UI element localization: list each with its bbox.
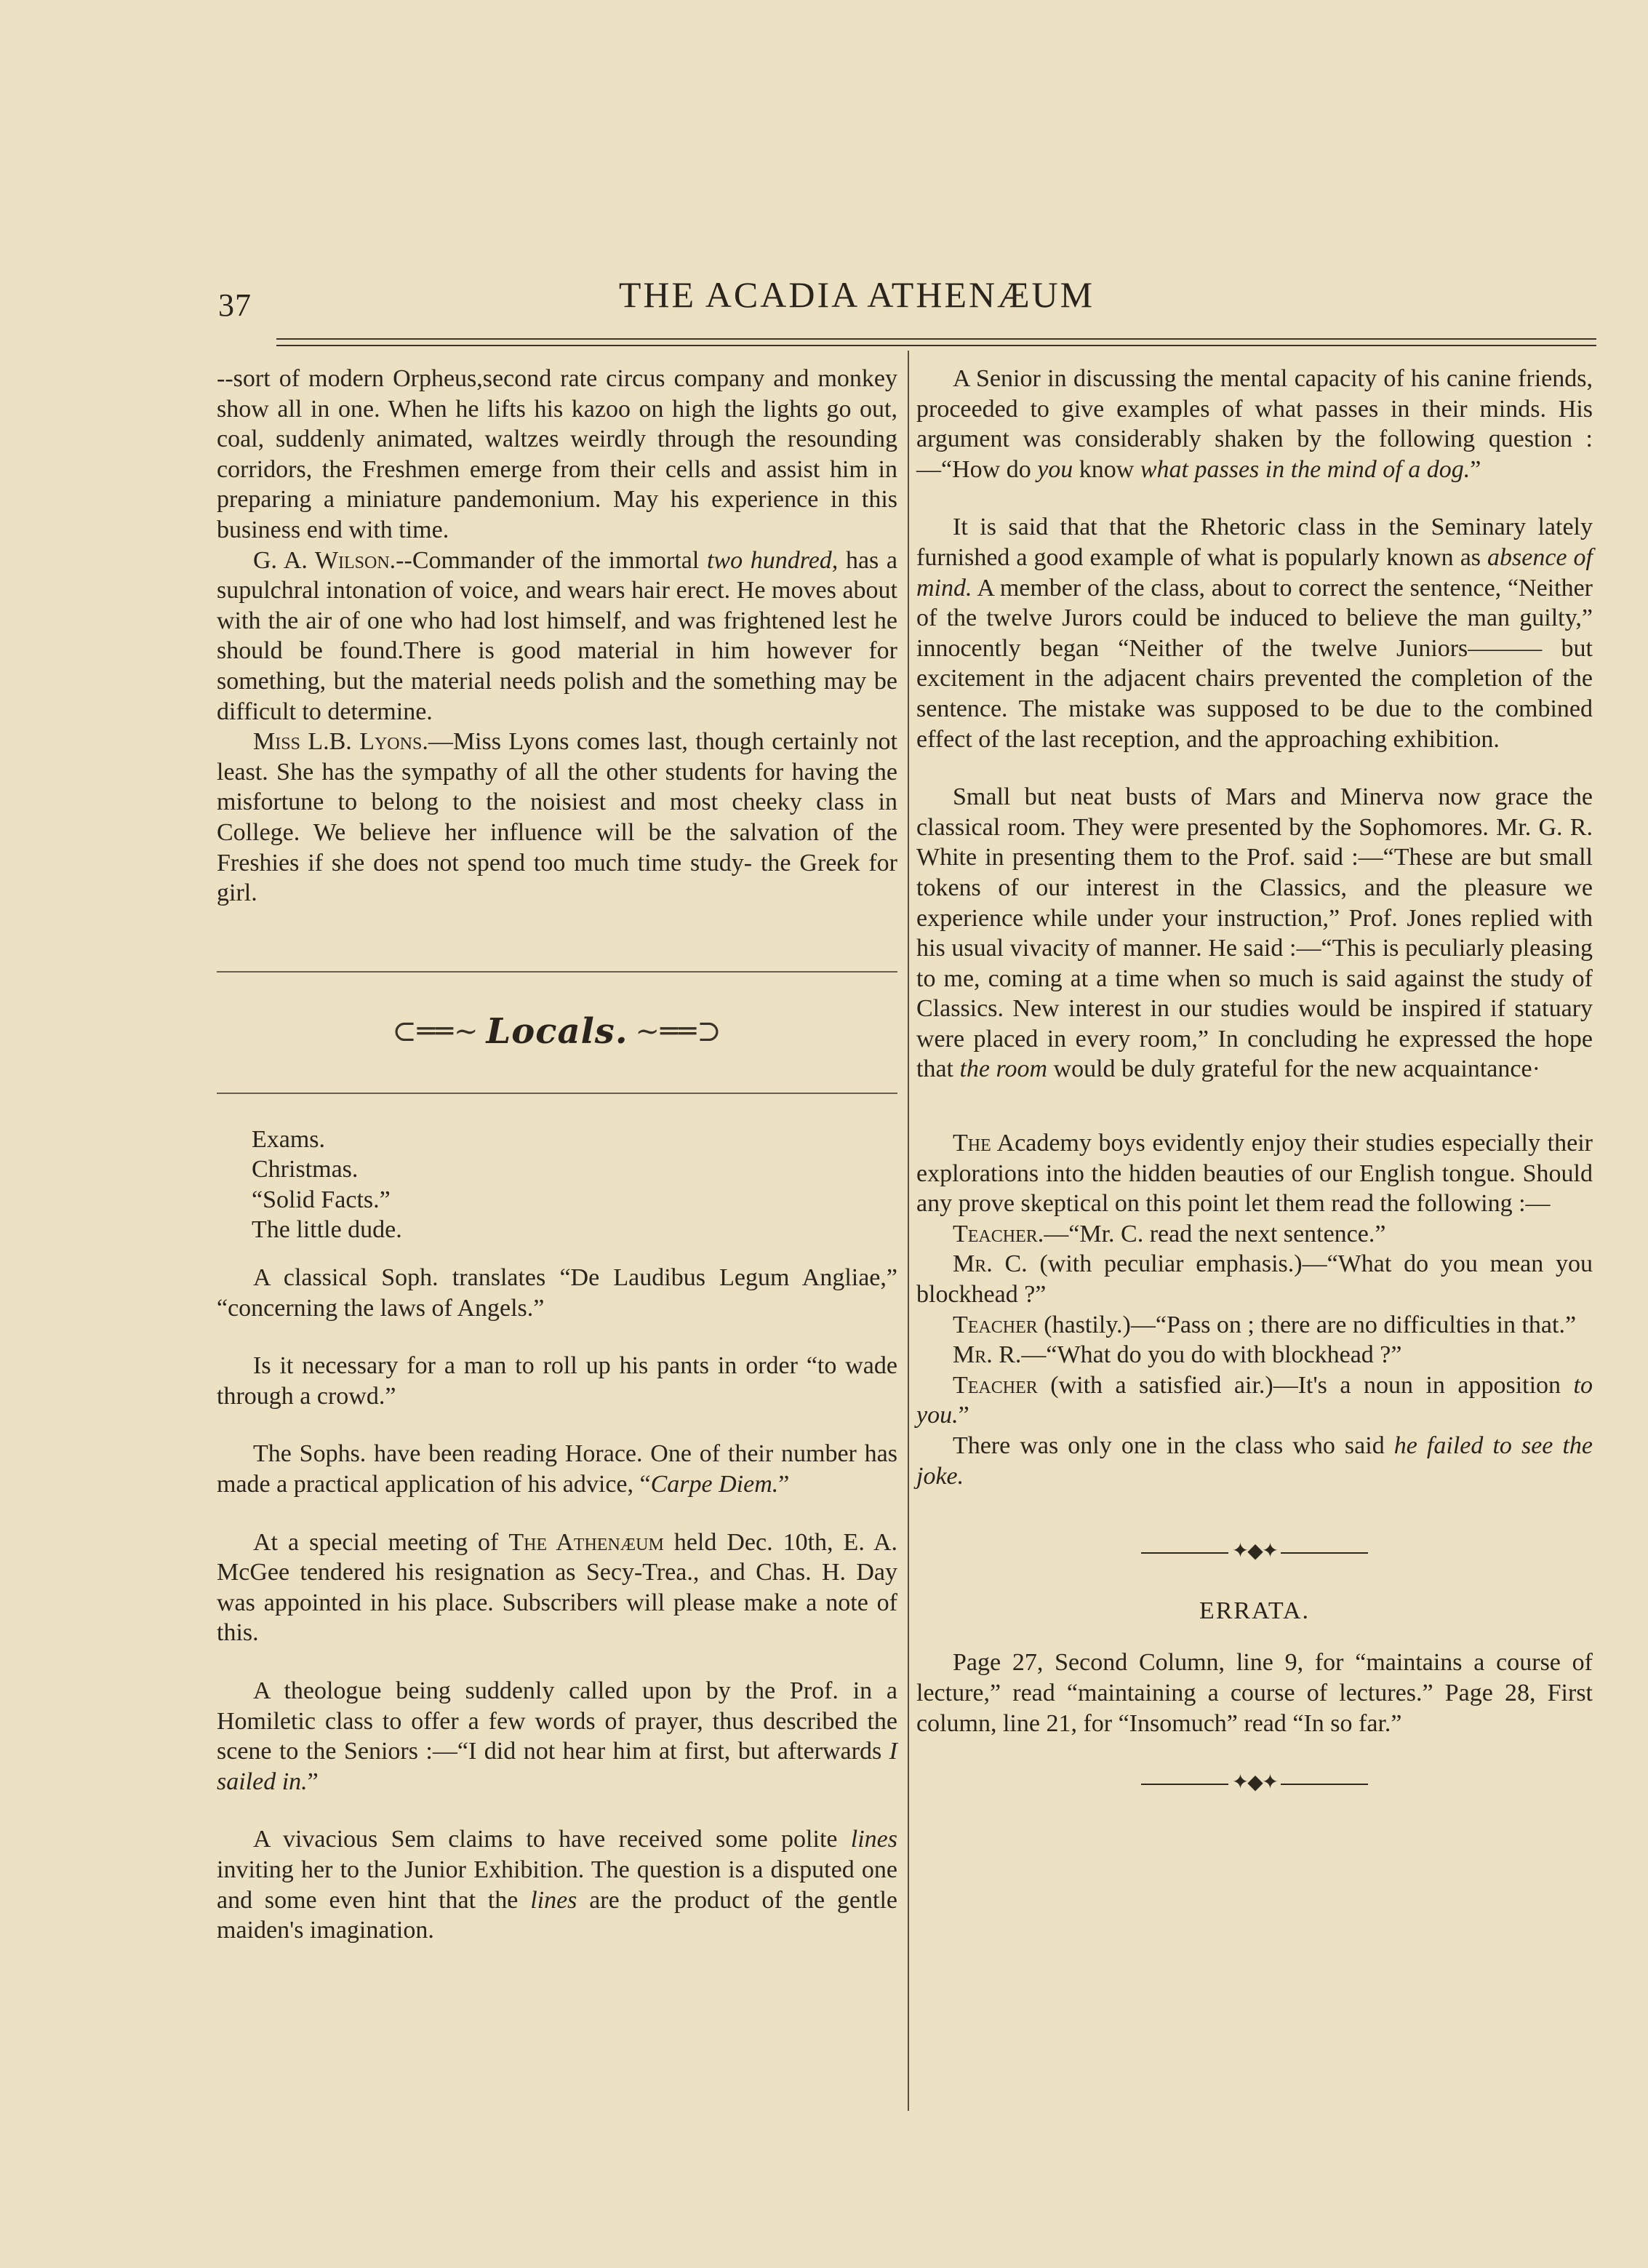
locals-heading xyxy=(217,973,897,1093)
name-wilson: G. A. Wilson. xyxy=(253,546,396,574)
column-divider xyxy=(908,351,909,2111)
ornament-divider-top: ✦◆✦ xyxy=(916,1536,1593,1567)
italic-span: absence of mind. xyxy=(916,543,1593,602)
text-span: A theologue being suddenly called upon by the Prof. in a Homiletic class to offer a few words of prayer, thus described the scene to the Seniors :—“I did not hear him at first, but afterwards xyxy=(217,1677,897,1765)
local-item-lines xyxy=(217,1824,897,1945)
speaker-teacher: Teacher xyxy=(953,1311,1038,1338)
text-span: —“What do you do with blockhead ?” xyxy=(1021,1341,1402,1369)
italic-span: you xyxy=(1037,455,1073,483)
local-item-meeting xyxy=(217,1528,897,1648)
paragraph-busts xyxy=(916,782,1593,1085)
text-span: A member of the class, about to correct the sentence, “Neither of the twelve Jurors could be induced to believe the man guilty,” innocently began “Neither of the twelve Juniors——— but excitement in the adjacent chairs prevented the completion of the sentence. The mistake was supposed to be due to the combined effect of the last reception, and the approaching exhibition. xyxy=(916,574,1593,753)
text-span: (with a satisfied air.)—It's a noun in apposition xyxy=(1037,1371,1574,1399)
speaker-mr-r: Mr. R. xyxy=(953,1341,1022,1369)
name-lyons: Miss L.B. Lyons. xyxy=(253,728,428,756)
left-column xyxy=(217,364,897,1946)
dialogue-line-6 xyxy=(916,1431,1593,1491)
text-span: It is said that that the Rhetoric class in the Seminary lately furnished a good example of what is popularly known as xyxy=(916,514,1593,571)
dialogue-line-4 xyxy=(916,1340,1593,1370)
text-span: ” xyxy=(958,1402,969,1429)
text-span: ” xyxy=(307,1768,319,1795)
paragraph-lyons xyxy=(217,727,897,909)
text-span: ” xyxy=(778,1471,790,1498)
ornament-left: ⊂══~ xyxy=(392,1015,479,1049)
speaker-mr-c: Mr. C. xyxy=(953,1250,1028,1278)
paragraph-wilson xyxy=(217,546,897,727)
paragraph-canine xyxy=(916,364,1593,484)
text-span: Academy boys evidently enjoy their studies especially their explorations into the hidden beauties of our English tongue. Should any prove skeptical on this point let them read the following :— xyxy=(916,1130,1593,1218)
text-span: At a special meeting of xyxy=(253,1528,509,1556)
errata-title: ERRATA. xyxy=(1199,1597,1310,1624)
text-span: would be duly grateful for the new acquaintance· xyxy=(1047,1055,1540,1083)
text-span: There was only one in the class who said xyxy=(953,1432,1394,1459)
text-span: Small but neat busts of Mars and Minerva now grace the classical room. They were presented by the Sophomores. Mr. G. R. White in presenting them to the Prof. said :—“These are but small tokens of our interest in the Classics, and the pleasure we experience while under your instruction,” Prof. Jones replied with his usual vivacity of manner. He said :—“This is peculiarly pleasing to me, coming at a time when so much is said against the study of Classics. New interest in our studies would be inspired if statuary were placed in every room,” In concluding he expressed the hope that xyxy=(916,783,1593,1083)
header-rule xyxy=(276,338,1596,346)
ornament-divider-bottom: ✦◆✦ xyxy=(916,1768,1593,1798)
dialogue-line-1 xyxy=(916,1219,1593,1250)
italic-span: lines xyxy=(530,1886,577,1914)
local-item-horace xyxy=(217,1439,897,1499)
errata-text: Page 27, Second Column, line 9, for “maintains a course of lecture,” read “maintaining a course of lectures.” Page 28, First column, line 21, for “Insomuch” read “In so far.” xyxy=(916,1649,1593,1737)
local-item-christmas: Christmas. xyxy=(252,1156,359,1183)
italic-span: Carpe Diem. xyxy=(650,1471,779,1498)
paragraph-academy xyxy=(916,1128,1593,1219)
local-item-dude: The little dude. xyxy=(252,1216,402,1244)
local-item-laudibus: A classical Soph. translates “De Laudibus Legum Angliae,” “concerning the laws of Angels.” xyxy=(217,1264,897,1322)
text-span: The Sophs. have been reading Horace. One of their number has made a practical application of his advice, “ xyxy=(217,1440,897,1498)
italic-span: lines xyxy=(850,1826,897,1853)
text-span: —“Mr. C. read the next sentence.” xyxy=(1044,1220,1386,1247)
text-span: has a supulchral intonation of voice, and wears hair erect. He moves about with the air of one who had lost himself, and was frightened lest he should be found.There is good material in him however for something, but the material needs polish and the something may be difficult to determine. xyxy=(217,546,897,725)
dialogue-line-2 xyxy=(916,1249,1593,1309)
italic-span: the room xyxy=(959,1055,1048,1083)
dialogue-line-5 xyxy=(916,1370,1593,1431)
ornament-right: ~══⊃ xyxy=(635,1015,722,1049)
text-span: (hastily.)—“Pass on ; there are no difficulties in that.” xyxy=(1037,1311,1577,1338)
text-span: inviting her to the Junior Exhibition. The question is a disputed one and some even hint that the xyxy=(217,1856,897,1914)
dialogue-line-3 xyxy=(916,1310,1593,1341)
italic-span: I sailed in. xyxy=(217,1738,897,1795)
italic-span: he failed to see the joke. xyxy=(916,1432,1593,1490)
section-rule-bottom xyxy=(217,1093,897,1094)
local-item-exams: Exams. xyxy=(252,1125,326,1153)
text-span: A vivacious Sem claims to have received some polite xyxy=(253,1826,851,1853)
italic-span: two hundred, xyxy=(706,546,839,574)
text-span: (with peculiar emphasis.)—“What do you mean you blockhead ?” xyxy=(916,1250,1593,1309)
text-span: ” xyxy=(1470,455,1481,483)
text-span: are the product of the gentle maiden's imagination. xyxy=(217,1886,897,1944)
paragraph-rhetoric xyxy=(916,512,1593,754)
speaker-teacher: Teacher xyxy=(953,1371,1038,1399)
text-span: held Dec. 10th, E. A. McGee tendered his resignation as Secy-Trea., and Chas. H. Day was appointed in his place. Subscribers will please make a note of this. xyxy=(217,1528,897,1647)
local-item-theologue xyxy=(217,1676,897,1797)
text-span: A Senior in discussing the mental capacity of his canine friends, proceeded to give examples of what passes in their minds. His argument was considerably shaken by the following question :—“How do xyxy=(916,365,1593,483)
italic-span: what passes in the mind of a dog. xyxy=(1140,455,1471,483)
page-number: 37 xyxy=(218,287,252,323)
paragraph-orpheus: --sort of modern Orpheus,second rate circus company and monkey show all in one. When he lifts his kazoo on high the lights go out, coal, suddenly animated, waltzes weirdly through the resounding corridors, the Freshmen emerge from their cells and assist him in preparing a miniature pandemonium. May his experience in this business end with time. xyxy=(217,365,897,543)
text-span: know xyxy=(1073,455,1140,483)
italic-span: to you. xyxy=(916,1371,1593,1429)
speaker-teacher: Teacher. xyxy=(953,1220,1044,1247)
smallcaps-span: The xyxy=(953,1130,991,1157)
smallcaps-span: The Athenæum xyxy=(508,1528,664,1556)
locals-title: Locals. xyxy=(486,1011,628,1053)
right-column xyxy=(916,364,1593,1827)
running-head: THE ACADIA ATHENÆUM xyxy=(618,274,1095,315)
local-item-pants: Is it necessary for a man to roll up his pants in order “to wade through a crowd.” xyxy=(217,1352,897,1410)
local-item-solid-facts: “Solid Facts.” xyxy=(252,1186,391,1213)
text-span: —Miss Lyons comes last, though certainly not least. She has the sympathy of all the other students for having the misfortune to belong to the noisiest and most cheeky class in College. We believe her influence will be the salvation of the Freshies if she does not spend too much time study- the Greek for girl. xyxy=(217,728,898,907)
text-span: --Commander of the immortal xyxy=(396,546,707,574)
